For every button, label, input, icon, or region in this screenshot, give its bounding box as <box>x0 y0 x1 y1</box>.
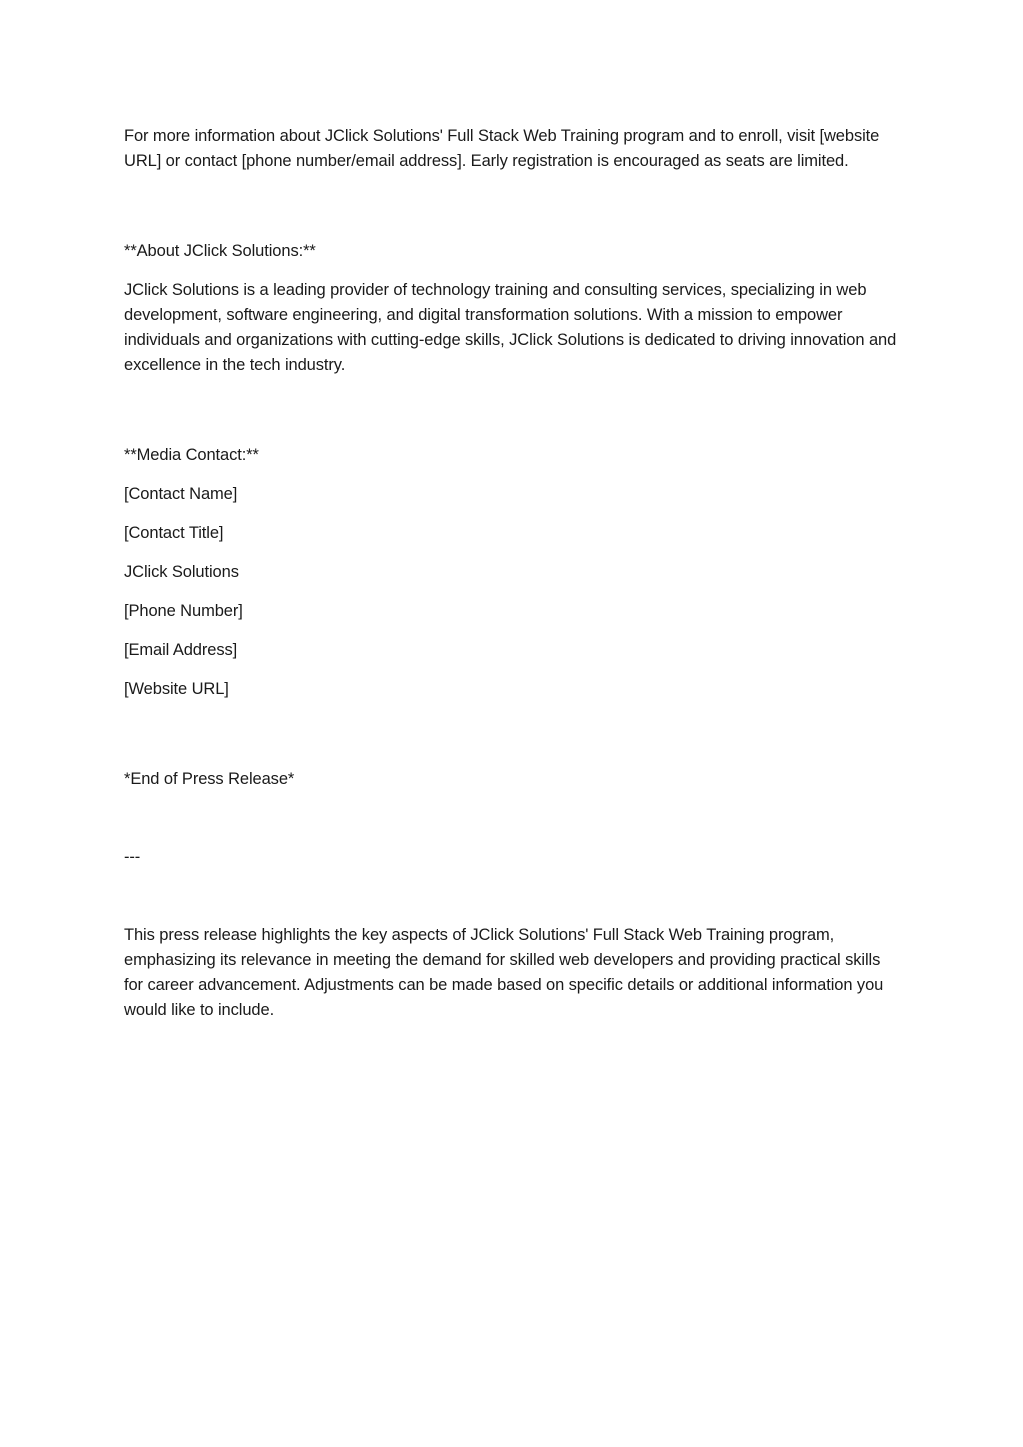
end-of-release-marker: *End of Press Release* <box>124 770 295 788</box>
contact-email: [Email Address] <box>124 641 238 659</box>
about-paragraph: JClick Solutions is a leading provider of technology training and consulting services, specializing in web development, software engineering, and digital transformation solutions. With a mission to empower individuals and organizations with cutting-edge skills, JClick Solutions is dedicated to driving innovation and excellence in the tech industry. <box>124 281 897 374</box>
closing-paragraph: This press release highlights the key aspects of JClick Solutions' Full Stack Web Training program, emphasizing its relevance in meeting the demand for skilled web developers and providing practical skills for career advancement. Adjustments can be made based on specific details or additional information you would like to include. <box>124 926 884 1019</box>
divider: --- <box>124 848 141 866</box>
intro-paragraph: For more information about JClick Solutions' Full Stack Web Training program and to enroll, visit [website URL] or contact [phone number/email address]. Early registration is encouraged as seats are limited. <box>124 127 880 170</box>
contact-company: JClick Solutions <box>124 563 239 581</box>
media-contact-heading: **Media Contact:** <box>124 446 259 464</box>
document-page <box>124 124 899 1023</box>
contact-phone: [Phone Number] <box>124 602 243 620</box>
contact-website: [Website URL] <box>124 680 229 698</box>
about-heading: **About JClick Solutions:** <box>124 242 316 260</box>
contact-title: [Contact Title] <box>124 524 224 542</box>
contact-name: [Contact Name] <box>124 485 238 503</box>
